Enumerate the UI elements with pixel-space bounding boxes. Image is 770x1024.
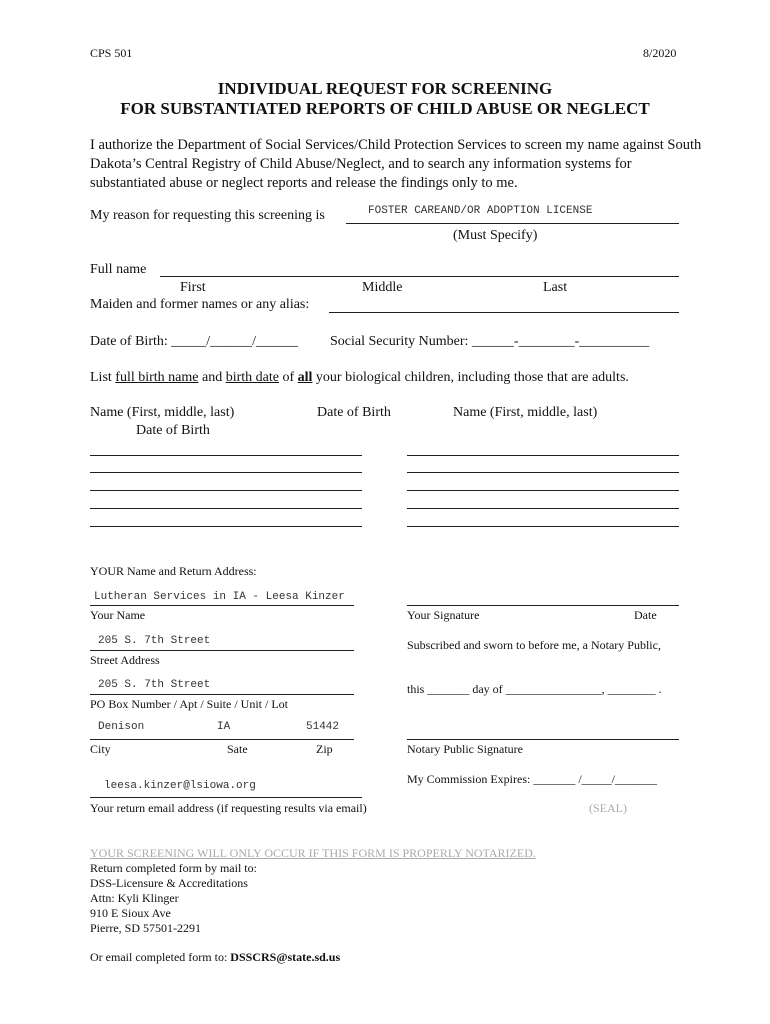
full-name-label: Full name: [90, 262, 147, 277]
dob-field[interactable]: Date of Birth: _____/______/______: [90, 334, 299, 349]
first-label: First: [180, 280, 206, 295]
child-line-left-2[interactable]: [90, 472, 362, 473]
po-box-field[interactable]: 205 S. 7th Street: [98, 679, 211, 691]
child-line-left-3[interactable]: [90, 490, 362, 491]
email-underline: [90, 797, 362, 798]
reason-underline: [346, 223, 679, 224]
your-name-underline: [90, 605, 354, 606]
return-city: Pierre, SD 57501-2291: [90, 921, 201, 935]
address-heading: YOUR Name and Return Address:: [90, 564, 257, 578]
return-attn: Attn: Kyli Klinger: [90, 891, 179, 905]
email-instruction: Or email completed form to: DSSCRS@state.sd.us: [90, 950, 341, 964]
ssn-field[interactable]: Social Security Number: ______-________-__________: [330, 334, 650, 349]
city-label: City: [90, 742, 111, 756]
seal-placeholder: (SEAL): [589, 801, 627, 815]
reason-label: My reason for requesting this screening is: [90, 208, 325, 223]
your-signature-field[interactable]: [407, 605, 679, 606]
street-underline: [90, 650, 354, 651]
state-field[interactable]: IA: [217, 721, 231, 733]
your-name-field[interactable]: Lutheran Services in IA - Leesa Kinzer: [94, 591, 345, 603]
col-dob-1: Date of Birth: [317, 405, 391, 420]
child-line-left-1[interactable]: [90, 455, 362, 456]
email-label: Your return email address (if requesting results via email): [90, 801, 367, 815]
po-box-underline: [90, 694, 354, 695]
street-label: Street Address: [90, 653, 160, 667]
maiden-label: Maiden and former names or any alias:: [90, 297, 310, 312]
child-line-right-1[interactable]: [407, 455, 679, 456]
authorization-text: I authorize the Department of Social Services/Child Protection Services to screen my name against South Dakota’s Central Registry of Child Abuse/Neglect, and to search any information systems for substantiated abuse or neglect reports and release the findings only to me.: [90, 137, 702, 191]
notary-signature-field[interactable]: [407, 739, 679, 740]
zip-field[interactable]: 51442: [306, 721, 340, 733]
street-field[interactable]: 205 S. 7th Street: [98, 635, 211, 647]
dss-email-link[interactable]: DSSCRS@state.sd.us: [230, 950, 341, 964]
reason-field[interactable]: FOSTER CAREAND/OR ADOPTION LICENSE: [368, 205, 593, 217]
return-by-mail: Return completed form by mail to:: [90, 861, 257, 875]
notary-day-field[interactable]: this _______ day of ________________, ________ .: [407, 682, 662, 696]
commission-expires-field[interactable]: My Commission Expires: _______ /_____/_______: [407, 772, 658, 786]
child-line-right-3[interactable]: [407, 490, 679, 491]
child-line-right-2[interactable]: [407, 472, 679, 473]
child-line-right-4[interactable]: [407, 508, 679, 509]
maiden-field[interactable]: [329, 312, 679, 313]
title-line-1: INDIVIDUAL REQUEST FOR SCREENING: [217, 79, 553, 98]
email-field[interactable]: leesa.kinzer@lsiowa.org: [104, 780, 256, 792]
title-line-2: FOR SUBSTANTIATED REPORTS OF CHILD ABUSE OR NEGLECT: [120, 99, 650, 118]
full-name-field[interactable]: [160, 276, 679, 277]
col-name-1: Name (First, middle, last): [90, 405, 235, 420]
notarize-warning: YOUR SCREENING WILL ONLY OCCUR IF THIS FORM IS PROPERLY NOTARIZED.: [90, 846, 536, 860]
child-line-right-5[interactable]: [407, 526, 679, 527]
notary-subscribed-text: Subscribed and sworn to before me, a Notary Public,: [407, 638, 661, 652]
signature-date-label: Date: [634, 608, 657, 622]
return-org: DSS-Licensure & Accreditations: [90, 876, 248, 890]
child-line-left-5[interactable]: [90, 526, 362, 527]
state-label: Sate: [227, 742, 248, 756]
col-dob-2: Date of Birth: [136, 423, 210, 438]
last-label: Last: [543, 280, 568, 295]
notary-signature-label: Notary Public Signature: [407, 742, 523, 756]
form-id: CPS 501: [90, 46, 133, 60]
your-name-label: Your Name: [90, 608, 146, 622]
col-name-2: Name (First, middle, last): [453, 405, 598, 420]
po-box-label: PO Box Number / Apt / Suite / Unit / Lot: [90, 697, 289, 711]
city-field[interactable]: Denison: [98, 721, 145, 733]
children-instruction: List full birth name and birth date of all your biological children, including those that are adults.: [90, 370, 629, 385]
return-street: 910 E Sioux Ave: [90, 906, 171, 920]
zip-label: Zip: [316, 742, 333, 756]
child-line-left-4[interactable]: [90, 508, 362, 509]
reason-note: (Must Specify): [453, 228, 538, 243]
your-signature-label: Your Signature: [407, 608, 480, 622]
form-date: 8/2020: [643, 46, 677, 60]
middle-label: Middle: [362, 280, 403, 295]
city-underline: [90, 739, 354, 740]
